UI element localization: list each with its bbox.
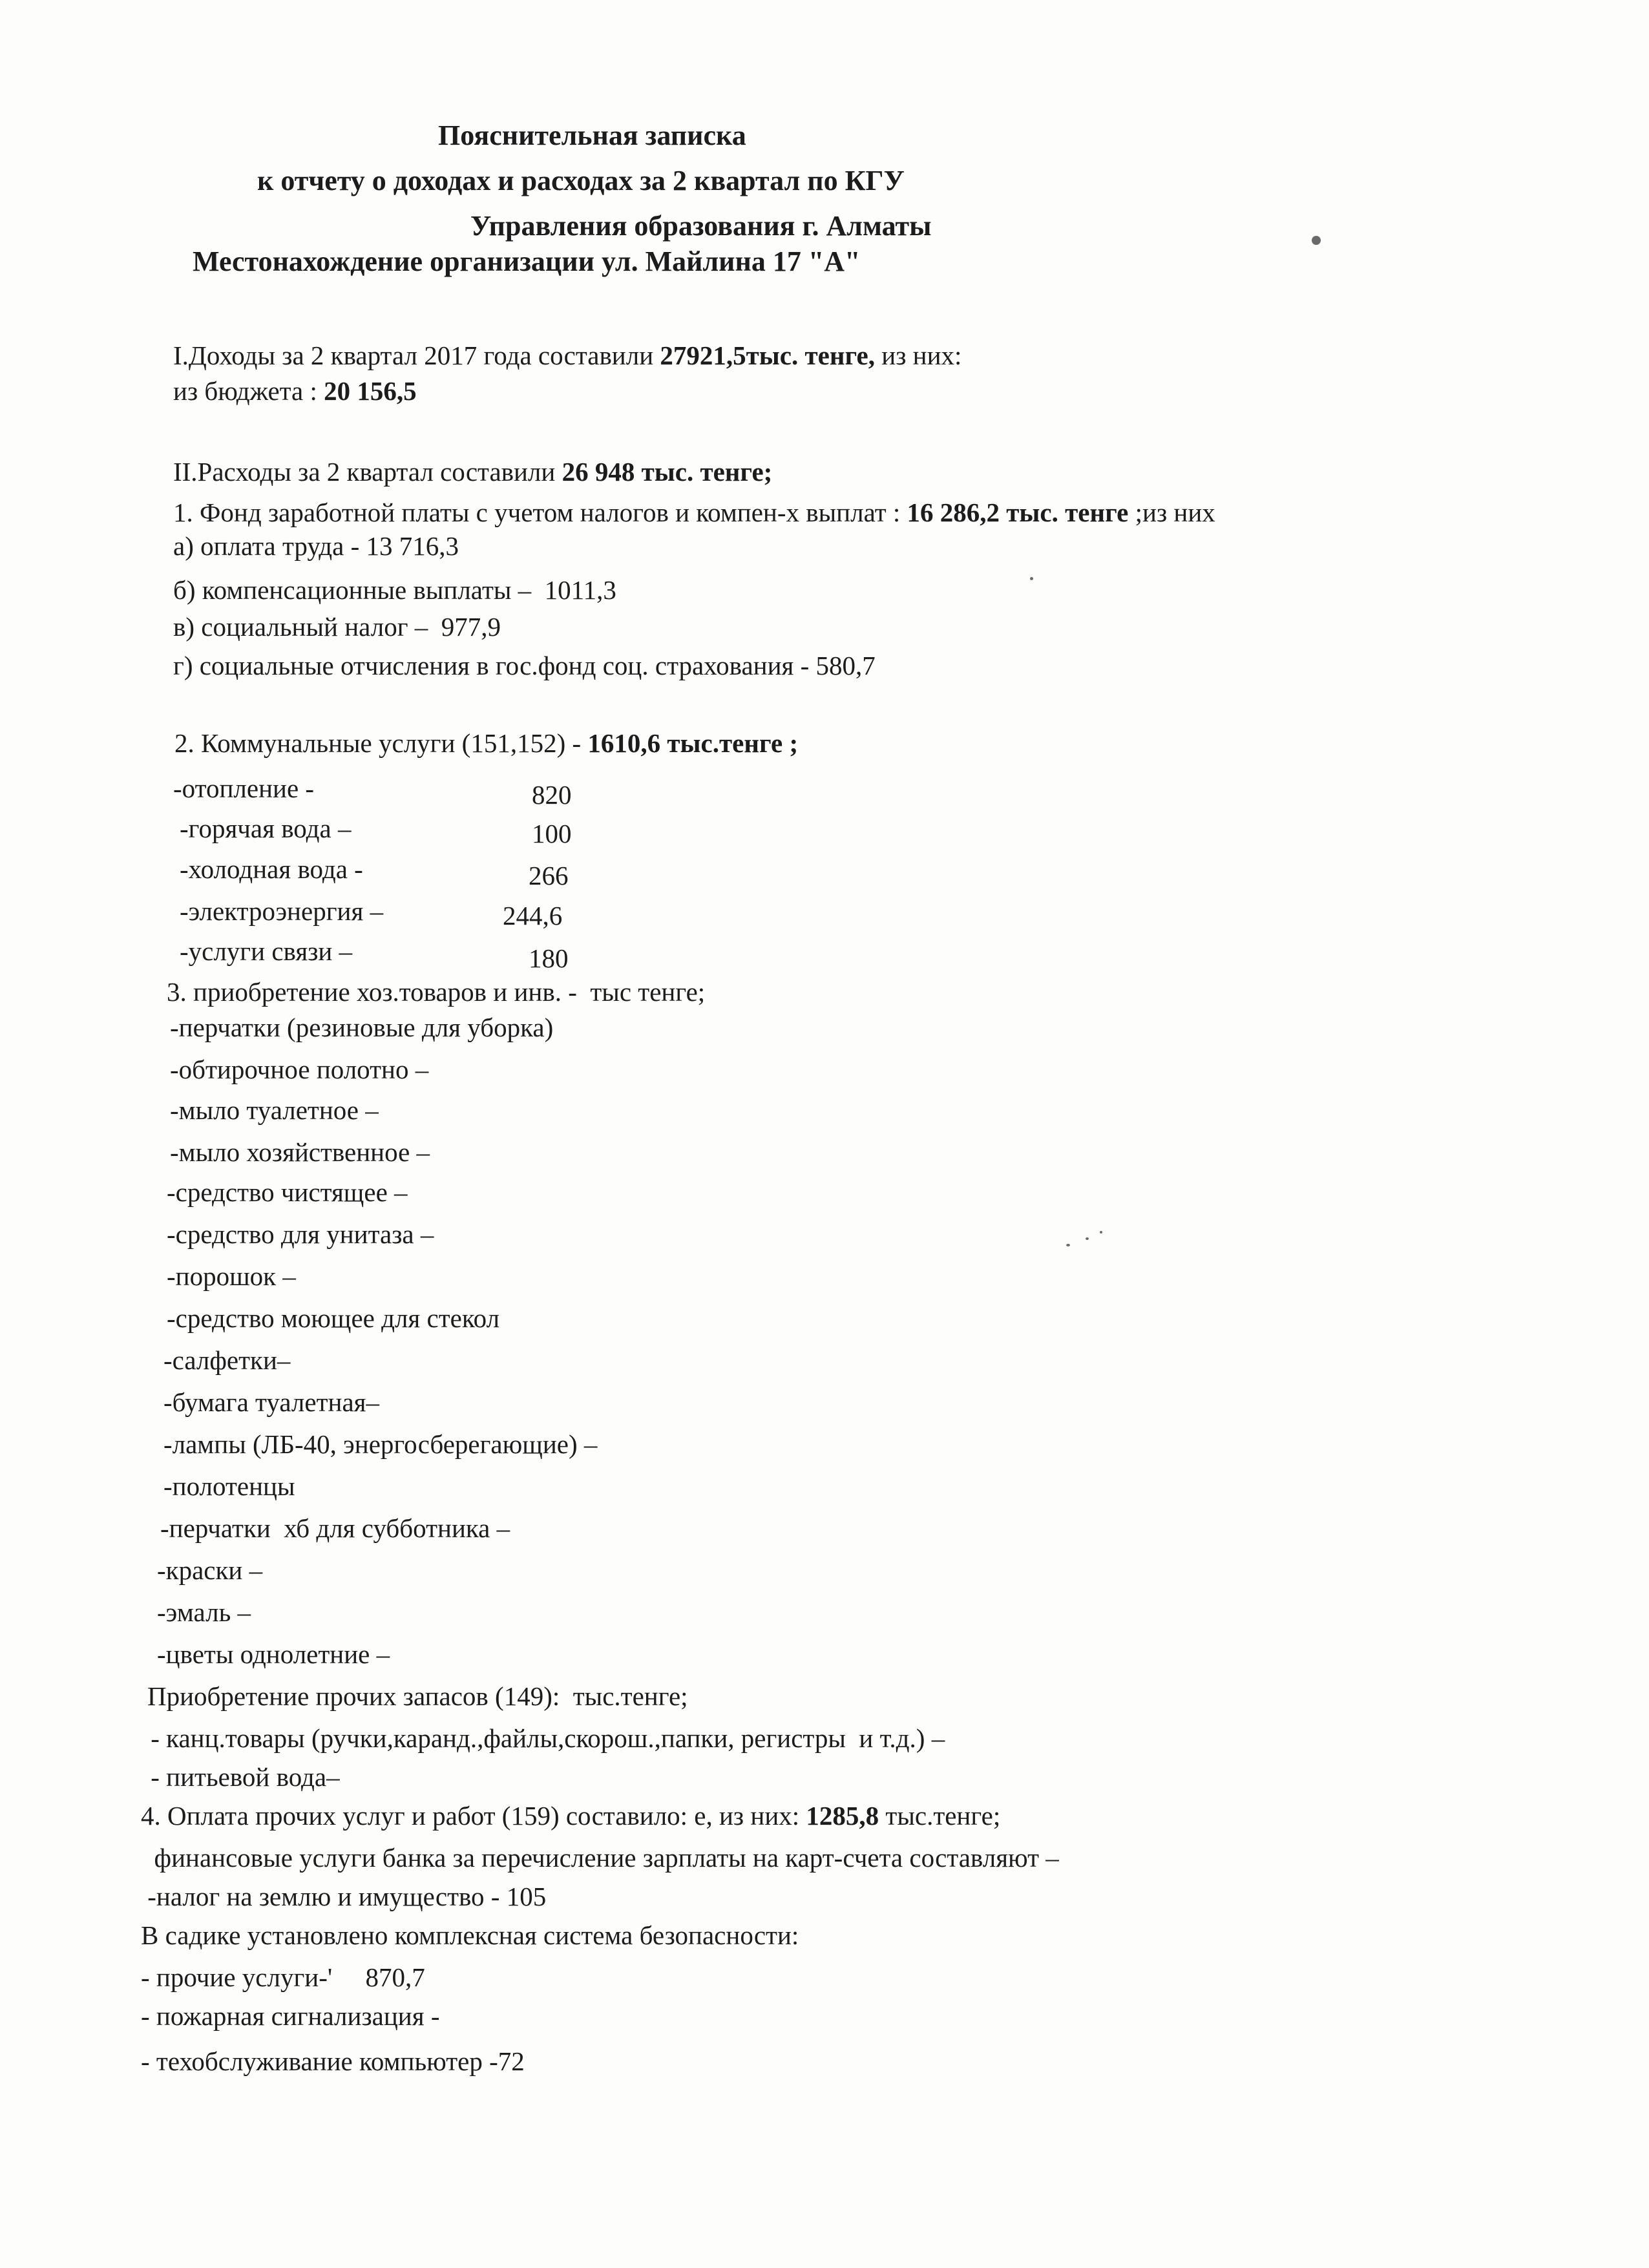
utility-label: -электроэнергия – xyxy=(180,896,384,926)
household-item: -цветы однолетние – xyxy=(157,1639,390,1669)
utility-value: 266 xyxy=(529,861,569,890)
other-services-line xyxy=(141,1800,1000,1832)
other-services-total: 1285,8 xyxy=(806,1801,879,1831)
title-line-2: к отчету о доходах и расходах за 2 квартал по КГУ xyxy=(257,165,905,196)
payroll-item: а) оплата труда - 13 716,3 xyxy=(173,531,459,561)
security-heading: В садике установлено комплексная система безопасности: xyxy=(141,1920,799,1950)
payroll-suffix: ;из них xyxy=(1128,498,1215,527)
income-suffix: из них: xyxy=(875,341,962,370)
household-item: -порошок – xyxy=(167,1261,296,1291)
other-services-suffix: тыс.тенге; xyxy=(879,1801,1001,1831)
budget-label: из бюджета : xyxy=(173,376,324,406)
payroll-item: г) социальные отчисления в гос.фонд соц. страхования - 580,7 xyxy=(173,651,876,680)
household-item: -средство моющее для стекол xyxy=(167,1303,500,1333)
household-item: -мыло туалетное – xyxy=(170,1095,379,1125)
income-total: 27921,5тыс. тенге, xyxy=(660,341,875,370)
scan-speck xyxy=(1100,1231,1102,1234)
household-item: -средство чистящее – xyxy=(167,1177,408,1207)
household-goods-heading: 3. приобретение хоз.товаров и инв. - тыс тенге; xyxy=(167,977,706,1007)
household-item: -средство для унитаза – xyxy=(167,1219,434,1249)
other-services-item: финансовые услуги банка за перечисление зарплаты на карт-счета составляют – xyxy=(141,1843,1059,1873)
household-item: -обтирочное полотно – xyxy=(170,1055,429,1084)
scan-speck xyxy=(1086,1237,1089,1240)
income-text: I.Доходы за 2 квартал 2017 года составили xyxy=(173,341,660,370)
title-line-3: Управления образования г. Алматы xyxy=(470,210,932,242)
budget-value: 20 156,5 xyxy=(324,376,417,406)
scan-speck xyxy=(1312,236,1321,245)
expenses-total-line xyxy=(173,456,772,488)
utilities-line xyxy=(174,727,798,759)
utility-label: -холодная вода - xyxy=(180,854,363,884)
household-item: -перчатки (резиновые для уборка) xyxy=(170,1013,554,1042)
payroll-total: 16 286,2 тыс. тенге xyxy=(907,498,1129,527)
household-item: -эмаль – xyxy=(157,1597,251,1627)
security-item: - техобслуживание компьютер -72 xyxy=(141,2046,525,2076)
document-title: Пояснительная записка xyxy=(438,120,746,151)
utility-value: 820 xyxy=(532,780,572,810)
income-line xyxy=(173,339,961,372)
payroll-text: 1. Фонд заработной платы с учетом налогов и компен-х выплат : xyxy=(173,498,907,527)
scan-speck xyxy=(1066,1244,1070,1246)
utility-value: 244,6 xyxy=(503,901,563,930)
other-supplies-item: - питьевой вода– xyxy=(144,1762,340,1792)
other-supplies-heading: Приобретение прочих запасов (149): тыс.тенге; xyxy=(147,1681,688,1711)
household-item: -перчатки хб для субботника – xyxy=(160,1513,510,1543)
other-supplies-item: - канц.товары (ручки,каранд.,файлы,скорош.,папки, регистры и т.д.) – xyxy=(144,1723,945,1753)
payroll-item: в) социальный налог – 977,9 xyxy=(173,612,501,642)
payroll-item: б) компенсационные выплаты – 1011,3 xyxy=(173,575,616,605)
utility-label: -отопление - xyxy=(173,773,315,803)
payroll-line xyxy=(173,496,1215,529)
household-item: -мыло хозяйственное – xyxy=(170,1137,430,1167)
expenses-text: II.Расходы за 2 квартал составили xyxy=(173,457,562,487)
title-line-4: Местонахождение организации ул. Майлина 17 "А" xyxy=(193,246,861,277)
household-item: -салфетки– xyxy=(163,1345,291,1375)
utilities-text: 2. Коммунальные услуги (151,152) - xyxy=(174,728,588,758)
other-services-text: 4. Оплата прочих услуг и работ (159) составило: е, из них: xyxy=(141,1801,806,1831)
utility-value: 180 xyxy=(529,943,569,973)
household-item: -бумага туалетная– xyxy=(163,1387,380,1417)
security-item: - пожарная сигнализация - xyxy=(141,2001,440,2031)
utility-label: -горячая вода – xyxy=(180,814,352,843)
other-services-item: -налог на землю и имущество - 105 xyxy=(141,1882,547,1911)
household-item: -лампы (ЛБ-40, энергосберегающие) – xyxy=(163,1429,598,1459)
utility-label: -услуги связи – xyxy=(180,936,353,966)
scan-speck xyxy=(1030,577,1033,580)
utility-value: 100 xyxy=(532,819,572,848)
household-item: -полотенцы xyxy=(163,1471,295,1501)
security-item: - прочие услуги-' 870,7 xyxy=(141,1962,425,1992)
household-item: -краски – xyxy=(157,1555,263,1585)
expenses-total: 26 948 тыс. тенге; xyxy=(562,457,773,487)
utilities-total: 1610,6 тыс.тенге ; xyxy=(587,728,799,758)
budget-line xyxy=(173,375,417,407)
